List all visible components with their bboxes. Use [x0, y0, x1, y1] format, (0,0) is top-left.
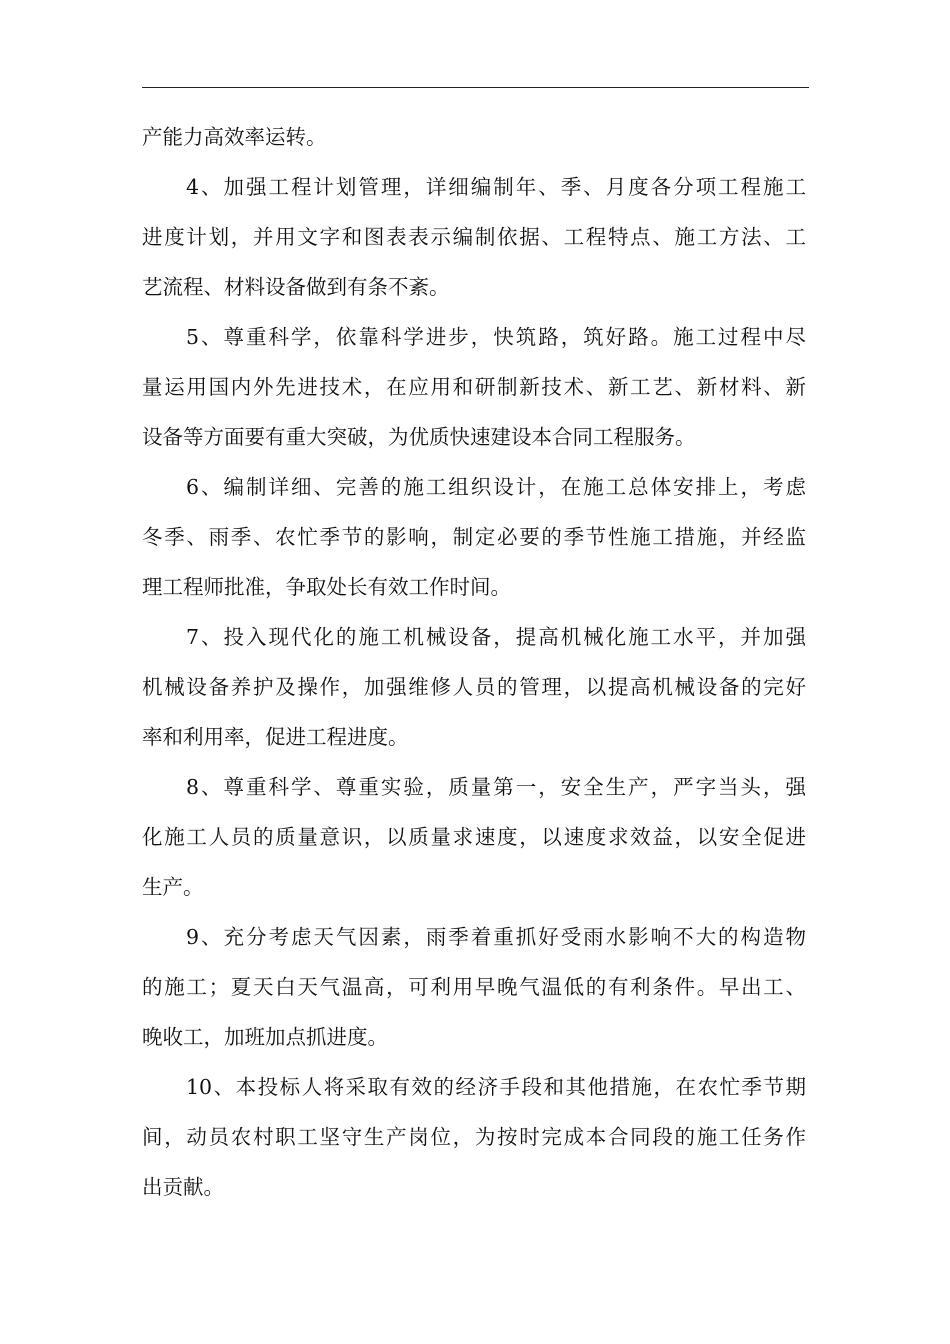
- text-line: 出贡献。: [142, 1175, 224, 1199]
- text-line: 量运用国内外先进技术，在应用和研制新技术、新工艺、新材料、新: [142, 375, 806, 399]
- paragraph-4-first-line: 4、加强工程计划管理，详细编制年、季、月度各分项工程施工: [186, 175, 806, 199]
- text-line: 化施工人员的质量意识，以质量求速度，以速度求效益，以安全促进: [142, 825, 806, 849]
- paragraph-6-first-line: 6、编制详细、完善的施工组织设计，在施工总体安排上，考虑: [186, 475, 806, 499]
- text-line: 艺流程、材料设备做到有条不紊。: [142, 275, 450, 299]
- text-line: 冬季、雨季、农忙季节的影响，制定必要的季节性施工措施，并经监: [142, 525, 806, 549]
- text-line: 晚收工，加班加点抓进度。: [142, 1025, 388, 1049]
- document-body: [142, 112, 806, 1212]
- text-line: 产能力高效率运转。: [142, 125, 327, 149]
- text-line: 生产。: [142, 875, 204, 899]
- text-line: 进度计划，并用文字和图表表示编制依据、工程特点、施工方法、工: [142, 225, 806, 249]
- text-line: 率和利用率，促进工程进度。: [142, 725, 409, 749]
- text-line: 机械设备养护及操作，加强维修人员的管理，以提高机械设备的完好: [142, 675, 806, 699]
- paragraph-10-first-line: 10、本投标人将采取有效的经济手段和其他措施，在农忙季节期: [186, 1075, 806, 1099]
- paragraph-9-first-line: 9、充分考虑天气因素，雨季着重抓好受雨水影响不大的构造物: [186, 925, 806, 949]
- text-line: 间，动员农村职工坚守生产岗位，为按时完成本合同段的施工任务作: [142, 1125, 806, 1149]
- text-line: 设备等方面要有重大突破，为优质快速建设本合同工程服务。: [142, 425, 696, 449]
- paragraph-7-first-line: 7、投入现代化的施工机械设备，提高机械化施工水平，并加强: [186, 625, 806, 649]
- paragraph-5-first-line: 5、尊重科学，依靠科学进步，快筑路，筑好路。施工过程中尽: [186, 325, 806, 349]
- paragraph-8-first-line: 8、尊重科学、尊重实验，质量第一，安全生产，严字当头，强: [186, 775, 806, 799]
- text-line: 理工程师批准，争取处长有效工作时间。: [142, 575, 511, 599]
- header-rule: [142, 87, 809, 88]
- text-line: 的施工；夏天白天气温高，可利用早晚气温低的有利条件。早出工、: [142, 975, 806, 999]
